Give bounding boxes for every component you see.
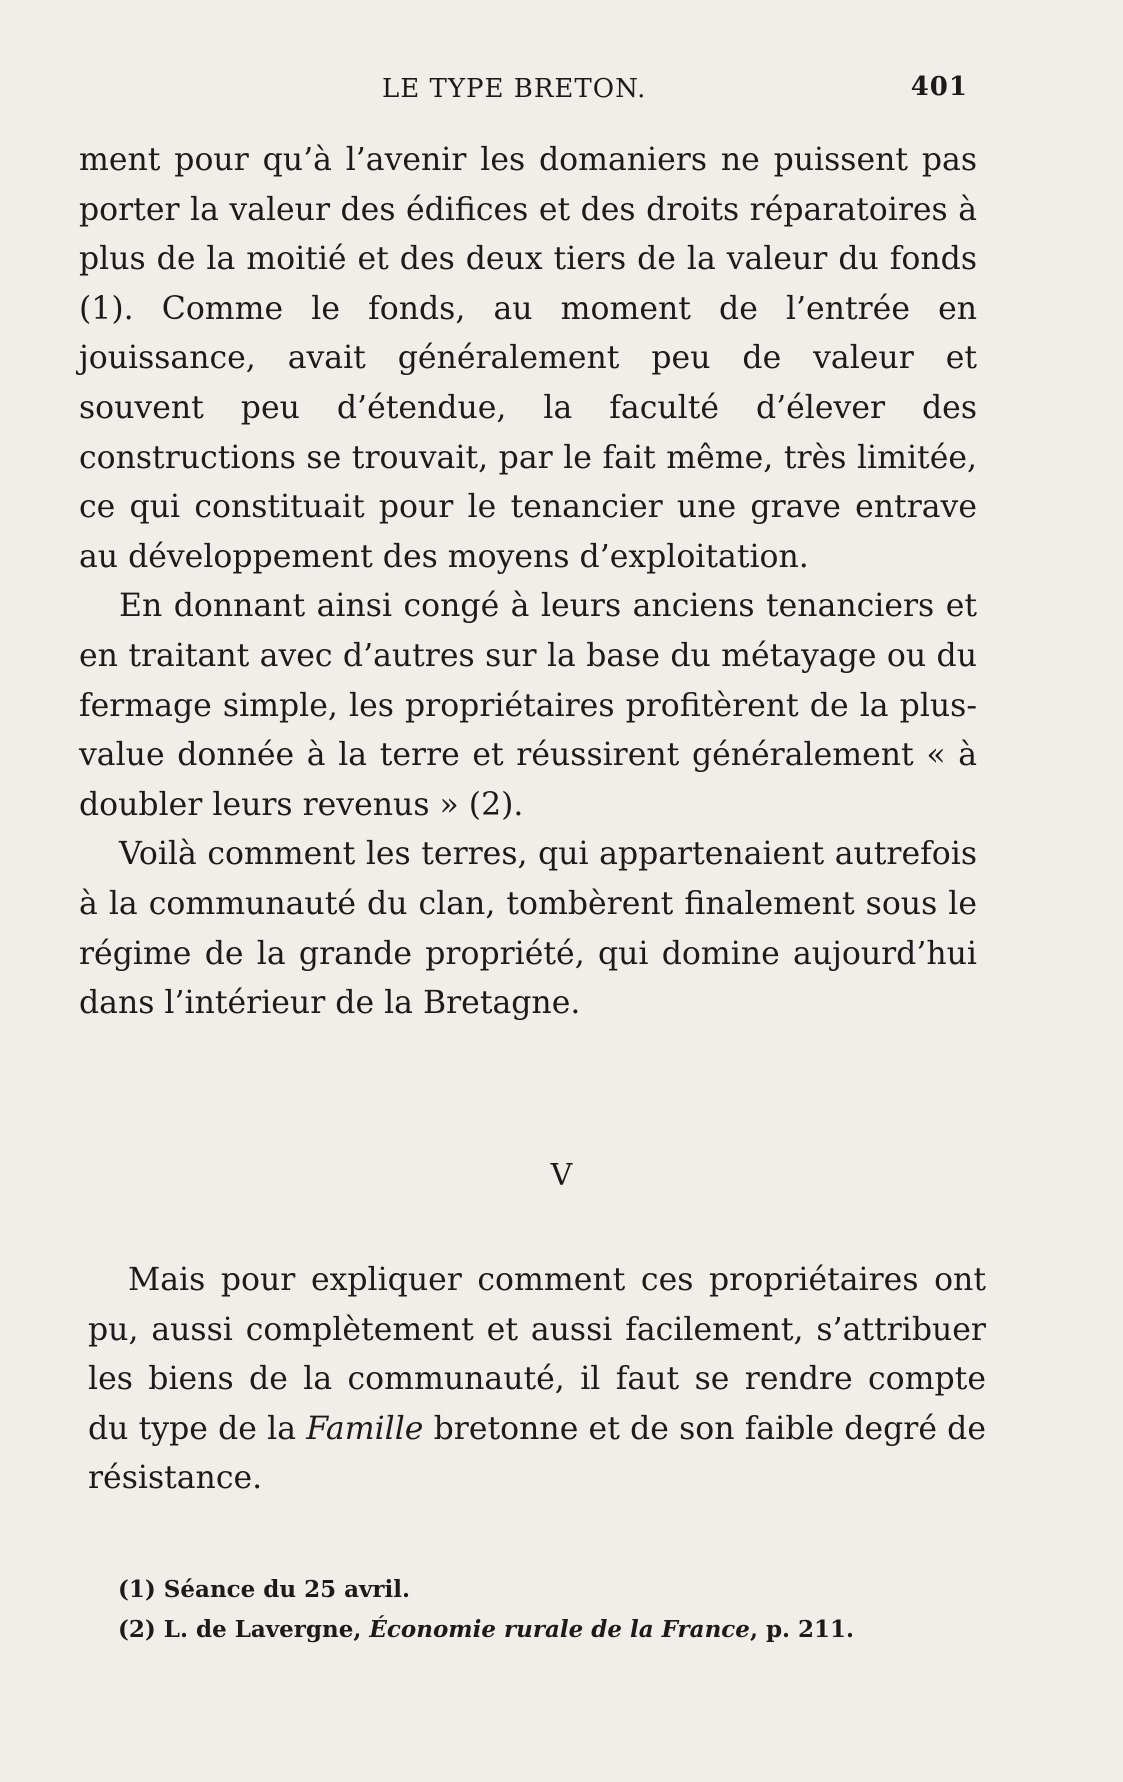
footnote-text: L. de Lavergne, xyxy=(163,1616,370,1643)
footnote-text: Séance du 25 avril. xyxy=(163,1576,411,1603)
paragraph: En donnant ainsi congé à leurs anciens tenanciers et en traitant avec d’autres sur la base du métayage ou du fermage simple, les propriétaires profitèrent de la plus-value donnée à la terre et réussirent généralement « à doubler leurs revenus » (2). xyxy=(79,588,977,823)
footnote-mark: (1) xyxy=(118,1576,156,1603)
section-text xyxy=(88,1256,986,1504)
running-title: LE TYPE BRETON. xyxy=(382,74,647,104)
footnote xyxy=(118,1610,978,1650)
italic-term: Famille xyxy=(306,1410,424,1447)
footnotes xyxy=(118,1570,978,1650)
paragraph xyxy=(88,1256,986,1504)
footnote-mark: (2) xyxy=(118,1616,156,1643)
section-heading: V xyxy=(550,1158,573,1193)
paragraph: Voilà comment les terres, qui appartenaient autrefois à la communauté du clan, tombèrent finalement sous le régime de la grande propriété, qui domine aujourd’hui dans l’intérieur de la Bretagne. xyxy=(79,836,977,1022)
footnote-text: , p. 211. xyxy=(749,1616,855,1643)
main-text xyxy=(79,136,977,1029)
page-number: 401 xyxy=(910,72,968,102)
paragraph-text: bretonne et de son faible degré de résistance. xyxy=(88,1410,986,1497)
footnote xyxy=(118,1570,978,1610)
paragraph-text: Mais pour expliquer comment ces propriétaires ont pu, aussi complètement et aussi facilement, s’attribuer les biens de la communauté, il faut se rendre compte du type de la xyxy=(88,1262,986,1447)
paragraph-continued: ment pour qu’à l’avenir les domaniers ne puissent pas porter la valeur des édifices et des droits réparatoires à plus de la moitié et des deux tiers de la valeur du fonds (1). Comme le fonds, au moment de l’entrée en jouissance, avait généralement peu de valeur et souvent peu d’étendue, la faculté d’élever des constructions se trouvait, par le fait même, très limitée, ce qui constituait pour le tenancier une grave entrave au développement des moyens d’exploitation. xyxy=(79,142,977,575)
page-header xyxy=(78,70,976,110)
footnote-italic-title: Économie rurale de la France xyxy=(369,1616,750,1643)
